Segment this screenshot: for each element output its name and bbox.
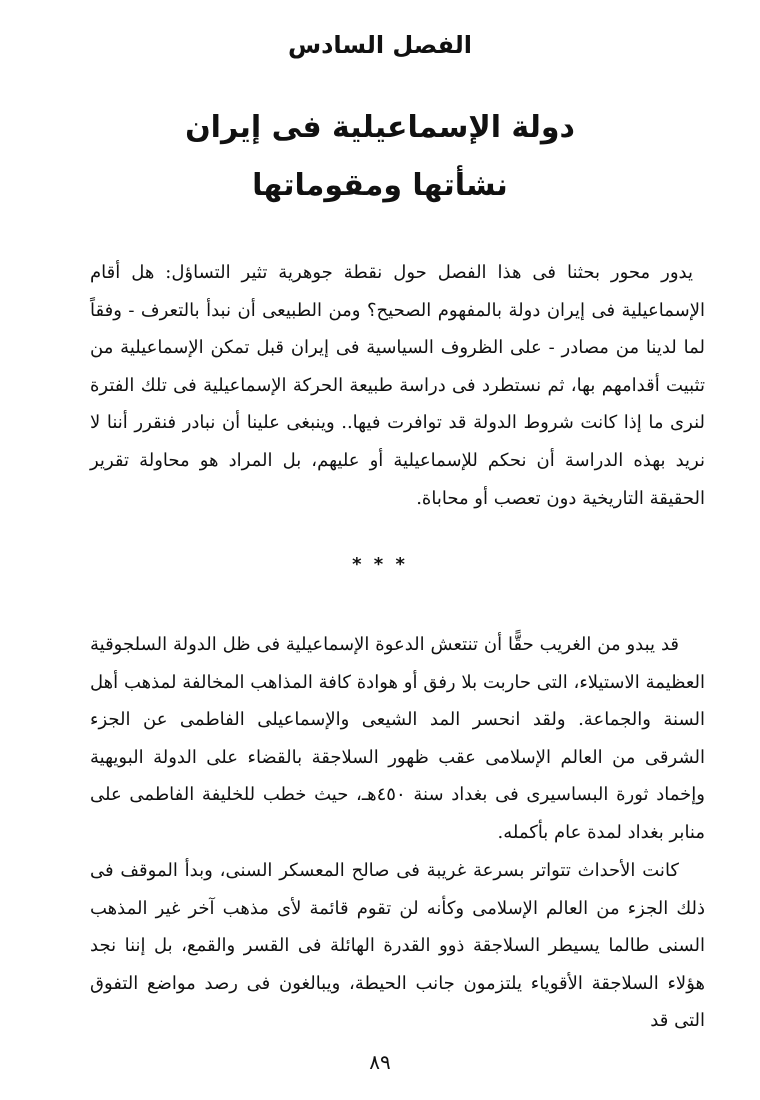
- title-line-2: نشأتها ومقوماتها: [252, 168, 508, 203]
- body-paragraph-1: قد يبدو من الغريب حقًّا أن تنتعش الدعوة الإسماعيلية فى ظل الدولة السلجوقية العظيمة الاستيلاء، التى حاربت بلا رفق أو هوادة كافة المذاهب المخالفة لمذهب أهل السنة والجماعة. ولقد انحسر المد الشيعى والإسماعيلى الفاطمى عن الجزء الشرقى من العالم الإسلامى عقب ظهور السلاجقة بالقضاء على الدولة البويهية وإخماد ثورة البساسيرى فى بغداد سنة ٤٥٠هـ، حيث خطب للخليفة الفاطمى على منابر بغداد لمدة عام بأكمله.: [90, 634, 705, 843]
- page-number: ٨٩: [369, 1050, 391, 1074]
- intro-paragraph: يدور محور بحثنا فى هذا الفصل حول نقطة جوهرية تثير التساؤل: هل أقام الإسماعيلية فى إيران دولة بالمفهوم الصحيح؟ ومن الطبيعى أن نبدأ بالتعرف - وفقاً لما لدينا من مصادر - على الظروف السياسية فى إيران قبل تمكن الإسماعيلية من تثبيت أقدامهم بها، ثم نستطرد فى دراسة طبيعة الحركة الإسماعيلية فى تلك الفترة لنرى ما إذا كانت شروط الدولة قد توافرت فيها.. وينبغى علينا أن نبادر فنقرر أننا لا نريد بهذه الدراسة أن نحكم للإسماعيلية أو عليهم، بل المراد هو محاولة تقرير الحقيقة التاريخية دون تعصب أو محاباة.: [90, 262, 705, 509]
- title-line-1: دولة الإسماعيلية فى إيران: [185, 110, 575, 145]
- chapter-heading: الفصل السادس: [287, 31, 473, 59]
- section-separator: * * *: [352, 554, 408, 575]
- body-paragraph-2: كانت الأحداث تتواتر بسرعة غريبة فى صالح المعسكر السنى، وبدأ الموقف فى ذلك الجزء من العالم الإسلامى وكأنه لن تقوم قائمة لأى مذهب آخر غير المذهب السنى طالما يسيطر السلاجقة ذوو القدرة الهائلة فى القسر والقمع، بل إننا نجد هؤلاء السلاجقة الأقوياء يلتزمون جانب الحيطة، ويبالغون فى رصد مواضع التفوق التى قد: [90, 860, 705, 1032]
